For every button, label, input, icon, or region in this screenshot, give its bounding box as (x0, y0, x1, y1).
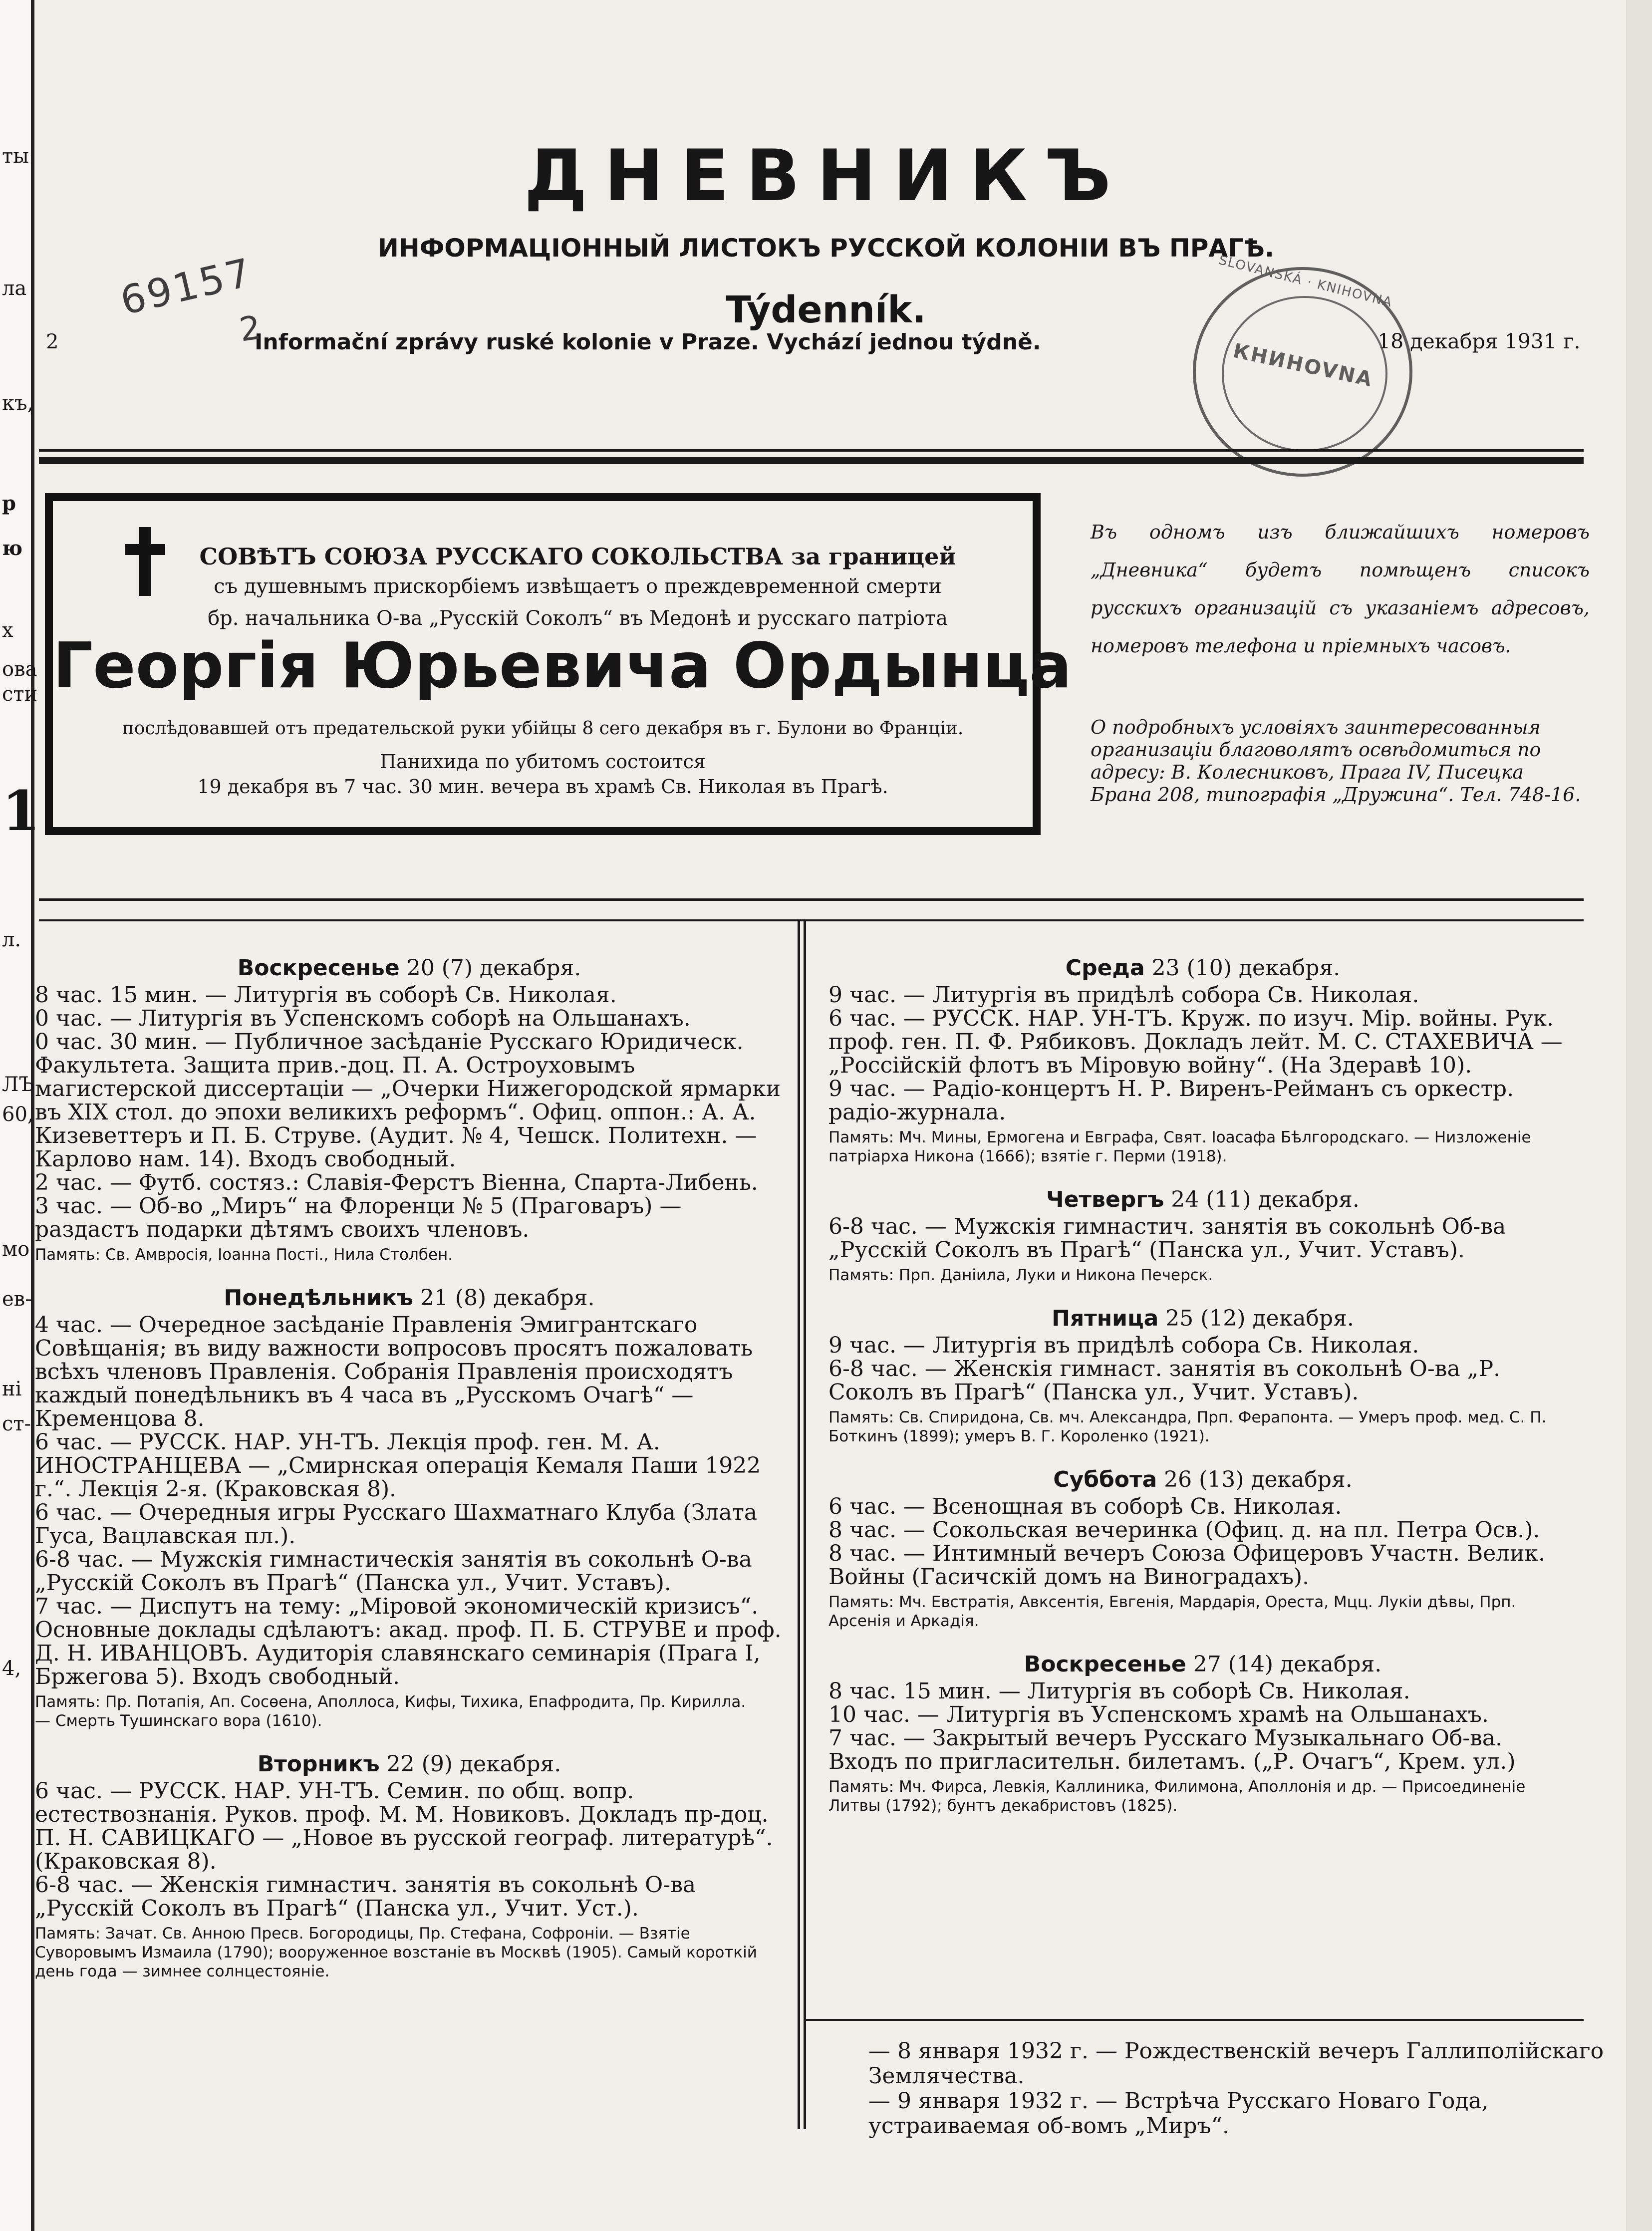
obituary-box (45, 493, 1072, 835)
calendar-left-column (35, 954, 784, 1981)
edge-fragment: ты (2, 145, 29, 168)
organizations-notice: Въ одномъ изъ ближайшихъ номеровъ „Дневника“ будетъ помѣщенъ списокъ русскихъ организацій съ указаніемъ адресовъ, номеровъ телефона и пріемныхъ часовъ. (1091, 521, 1590, 657)
column-divider (804, 921, 806, 2129)
obituary-line: послѣдовавшей отъ предательской руки убійцы 8 сего декабря въ г. Булони во Франціи. (122, 718, 964, 739)
day-header: Вторникъ 22 (9) декабря. (257, 1751, 561, 1777)
event-entry: 6-8 час. — Женскія гимнастич. занятія въ сокольнѣ О-ва „Русскій Соколъ въ Прагѣ“ (Панска ул., Учит. Уст.). (35, 1872, 696, 1921)
previous-page-edge (0, 0, 40, 2231)
stamp-ring-text: SLOVANSKÁ · KNIHOVNA (1217, 253, 1394, 310)
issue-number: 2 (46, 330, 59, 353)
event-entry: 6 час. — РУССК. НАР. УН-ТЪ. Лекція проф. ген. М. А. ИНОСТРАНЦЕВА — „Смирнская операція Кемаля Паши 1922 г.“. Лекція 2-я. (Краковская 8). (35, 1429, 761, 1502)
obituary-line: 19 декабря въ 7 час. 30 мин. вечера въ храмѣ Св. Николая въ Прагѣ. (197, 776, 888, 798)
event-entry: 6 час. — РУССК. НАР. УН-ТЪ. Круж. по изуч. Мір. войны. Рук. проф. ген. П. Ф. Рябиковъ. Докладъ лейт. М. С. СТАХЕВИЧА — „Россійскій флотъ въ Міровую войну“. (На Здеравѣ 10). (828, 1006, 1563, 1078)
obituary-line: Панихида по убитомъ состоится (380, 751, 706, 773)
day-header: Четвергъ 24 (11) декабря. (1046, 1187, 1360, 1212)
edge-fragment: ЛЪ (2, 1073, 35, 1096)
event-entry: 7 час. — Закрытый вечеръ Русскаго Музыкальнаго Об-ва. Входъ по пригласительн. билетамъ. („Р. Очагъ“, Крем. ул.) (828, 1725, 1516, 1774)
event-entry: 6-8 час. — Мужскія гимнастическія занятія въ сокольнѣ О-ва „Русскій Соколъ въ Прагѣ“ (Панска ул., Учит. Уставъ). (35, 1547, 752, 1596)
event-entry: 4 час. — Очередное засѣданіе Правленія Эмигрантскаго Совѣщанія; въ виду важности вопросовъ просятъ пожаловать всѣхъ членовъ Правленія. Собранія Правленія происходятъ каждый понедѣльникъ въ 4 часа въ „Русскомъ Очагѣ“ — Кременцова 8. (35, 1312, 753, 1431)
masthead-czech-subtitle: Informační zprávy ruské kolonie v Praze. Vychází jednou týdně. (255, 329, 1041, 355)
event-entry: 0 час. — Литургія въ Успенскомъ соборѣ на Ольшанахъ. (35, 1006, 691, 1031)
section-rule (39, 919, 1584, 921)
edge-fragment: ст- (2, 1412, 31, 1435)
commemoration-note: — Смерть Тушинскаго вора (1610). (35, 1712, 322, 1730)
event-entry: 10 час. — Литургія въ Успенскомъ храмѣ на Ольшанахъ. (828, 1702, 1489, 1727)
event-entry: 7 час. — Диспутъ на тему: „Міровой экономическій кризисъ“. Основные доклады сдѣлаютъ: акад. проф. П. Б. СТРУВЕ и проф. Д. Н. ИВАНЦОВЪ. Аудиторія славянскаго семинарія (Прага I, Бржегова 5). Входъ свободный. (35, 1594, 782, 1689)
event-entry: 8 час. 15 мин. — Литургія въ соборѣ Св. Николая. (828, 1678, 1410, 1704)
edge-fragment: 60, (2, 1103, 34, 1126)
day-header: Суббота 26 (13) декабря. (1053, 1467, 1353, 1492)
issue-date: 18 декабря 1931 г. (1377, 329, 1581, 353)
event-entry: 6-8 час. — Женскія гимнаст. занятія въ сокольнѣ О-ва „Р. Соколъ въ Прагѣ“ (Панска ул., Учит. Уставъ). (828, 1356, 1501, 1405)
edge-fragment: ова (2, 658, 37, 681)
edge-fragment: л. (2, 928, 21, 951)
pencil-annotation-2: 2 (237, 308, 264, 349)
edge-fragment: 1 (2, 779, 40, 843)
commemoration-note: Память: Мч. Фирса, Левкія, Каллиника, Филимона, Аполлонія и др. — Присоединеніе Литвы (1792); бунтъ декабристовъ (1825). (828, 1778, 1526, 1815)
event-entry: 9 час. — Литургія въ придѣлѣ собора Св. Николая. (828, 1333, 1419, 1358)
masthead-czech-title: Týdenník. (726, 288, 926, 331)
event-entry: 8 час. 15 мин. — Литургія въ соборѣ Св. Николая. (35, 982, 617, 1008)
masthead-title: ДНЕВНИКЪ (524, 135, 1128, 217)
announcement-rule (806, 2019, 1584, 2021)
right-page-edge (1626, 0, 1652, 2231)
day-header: Воскресенье 20 (7) декабря. (237, 955, 581, 981)
event-entry: 6 час. — РУССК. НАР. УН-ТЪ. Семин. по общ. вопр. естествознанія. Руков. проф. М. М. Новиковъ. Докладъ пр-доц. П. Н. САВИЦКАГО — „Новое въ русской географ. литературѣ“. (Краковская 8). (35, 1778, 773, 1874)
obituary-deceased-name: Георгія Юрьевича Ордынца (53, 629, 1072, 702)
calendar-right-column (828, 954, 1577, 1815)
obituary-line: съ душевнымъ прискорбіемъ извѣщаетъ о преждевременной смерти (214, 575, 942, 598)
commemoration-note: Память: Св. Спиридона, Св. мч. Александра, Прп. Ферапонта. — Умеръ проф. мед. С. П. Боткинъ (1899); умеръ В. Г. Короленко (1921). (828, 1408, 1547, 1445)
obituary-line: СОВѢТЪ СОЮЗА РУССКАГО СОКОЛЬСТВА за границей (199, 543, 956, 570)
edge-fragment: ев- (2, 1288, 32, 1311)
commemoration-note: Память: Пр. Потапія, Ап. Сосѳена, Аполлоса, Кифы, Тихика, Епафродита, Пр. Кирилла. (35, 1693, 746, 1711)
commemoration-note: Память: Прп. Даніила, Луки и Никона Печерск. (828, 1266, 1213, 1284)
edge-fragment: мо (2, 1238, 30, 1261)
commemoration-note: Память: Мч. Евстратія, Авксентія, Евгенія, Мардарія, Ореста, Мцц. Лукіи дѣвы, Прп. Арсенія и Аркадія. (828, 1593, 1516, 1630)
edge-fragment: ла (2, 277, 27, 300)
edge-fragment: ю (2, 537, 23, 560)
upcoming-events (868, 2039, 1607, 2139)
event-entry: 6-8 час. — Мужскія гимнастич. занятія въ сокольнѣ Об-ва „Русскій Соколъ въ Прагѣ“ (Панска ул., Учит. Уставъ). (828, 1214, 1506, 1263)
edge-fragment: р (2, 492, 16, 515)
edge-fragment: ні (2, 1378, 22, 1400)
day-header: Воскресенье 27 (14) декабря. (1024, 1652, 1382, 1677)
masthead-subtitle: ИНФОРМАЦІОННЫЙ ЛИСТОКЪ РУССКОЙ КОЛОНІИ ВЪ ПРАГѢ. (378, 234, 1274, 263)
event-entry: 2 час. — Футб. состяз.: Славія-Ферстъ Віенна, Спарта-Либень. (35, 1170, 758, 1195)
masthead-rule-bottom (39, 457, 1584, 464)
event-entry: 6 час. — Всенощная въ соборѣ Св. Николая. (828, 1494, 1342, 1519)
event-entry: 6 час. — Очередныя игры Русскаго Шахматнаго Клуба (Злата Гуса, Вацлавская пл.). (35, 1500, 758, 1549)
day-header: Пятница 25 (12) декабря. (1052, 1306, 1354, 1331)
announcement: — 9 января 1932 г. — Встрѣча Русскаго Новаго Года, устраиваемая об-вомъ „Миръ“. (868, 2088, 1489, 2139)
edge-fragment: х (2, 619, 13, 642)
day-header: Понедѣльникъ 21 (8) декабря. (224, 1285, 595, 1311)
edge-fragment: сти (2, 683, 38, 706)
obituary-line: бр. начальника О-ва „Русскій Соколъ“ въ Медонѣ и русскаго патріота (208, 607, 948, 630)
commemoration-note: Память: Зачат. Св. Анною Пресв. Богородицы, Пр. Стефана, Софроніи. — Взятіе Суворовымъ Измаила (1790); вооруженное возстаніе въ Москвѣ (1905). Самый короткій день года — зимнее солнцестояніе. (35, 1925, 757, 1980)
library-stamp (1193, 253, 1412, 477)
masthead-rule-top (39, 449, 1584, 452)
edge-fragment: 4, (2, 1657, 21, 1680)
event-entry: 9 час. — Литургія въ придѣлѣ собора Св. Николая. (828, 982, 1419, 1008)
event-entry: 0 час. 30 мин. — Публичное засѣданіе Русскаго Юридическ. Факультета. Защита прив.-доц. П. А. Остроуховымъ магистерской диссертаціи — „Очерки Нижегородской ярмарки въ XIX стол. до эпохи великихъ реформъ“. Офиц. оппон.: А. А. Кизеветтеръ и П. Б. Струве. (Аудит. № 4, Чешск. Политехн. — Карлово нам. 14). Входъ свободный. (35, 1029, 781, 1172)
announcement: — 8 января 1932 г. — Рождественскій вечеръ Галлиполійскаго Землячества. (868, 2038, 1604, 2089)
column-divider (798, 921, 800, 2129)
commemoration-note: Память: Мч. Мины, Ермогена и Евграфа, Свят. Іоасафа Бѣлгородскаго. — Низложеніе патріарха Никона (1666); взятіе г. Перми (1918). (828, 1128, 1531, 1165)
event-entry: 8 час. — Интимный вечеръ Союза Офицеровъ Участн. Велик. Войны (Гасичскій домъ на Виноградахъ). (828, 1541, 1546, 1590)
event-entry: 3 час. — Об-во „Миръ“ на Флоренци № 5 (Праговаръ) — раздастъ подарки дѣтямъ своихъ членовъ. (35, 1193, 682, 1242)
event-entry: 9 час. — Радіо-концертъ Н. Р. Виренъ-Рейманъ съ оркестр. радіо-журнала. (828, 1076, 1514, 1125)
edge-fragment: къ, (2, 392, 34, 415)
event-entry: 8 час. — Сокольская вечеринка (Офиц. д. на пл. Петра Осв.). (828, 1517, 1540, 1543)
commemoration-note: Память: Св. Амвросія, Іоанна Пості., Нила Столбен. (35, 1246, 453, 1264)
organizations-notice-details: О подробныхъ условіяхъ заинтересованныя организаціи благоволятъ освѣдомиться по адресу: В. Колесниковъ, Прага IV, Писецка Брана 208, типографія „Дружина“. Тел. 748-16. (1091, 716, 1581, 806)
pencil-annotation: 69157 (116, 250, 257, 324)
stamp-center-text: КНИHOVNA (1231, 339, 1376, 392)
day-header: Среда 23 (10) декабря. (1065, 955, 1341, 981)
section-rule (39, 898, 1584, 901)
